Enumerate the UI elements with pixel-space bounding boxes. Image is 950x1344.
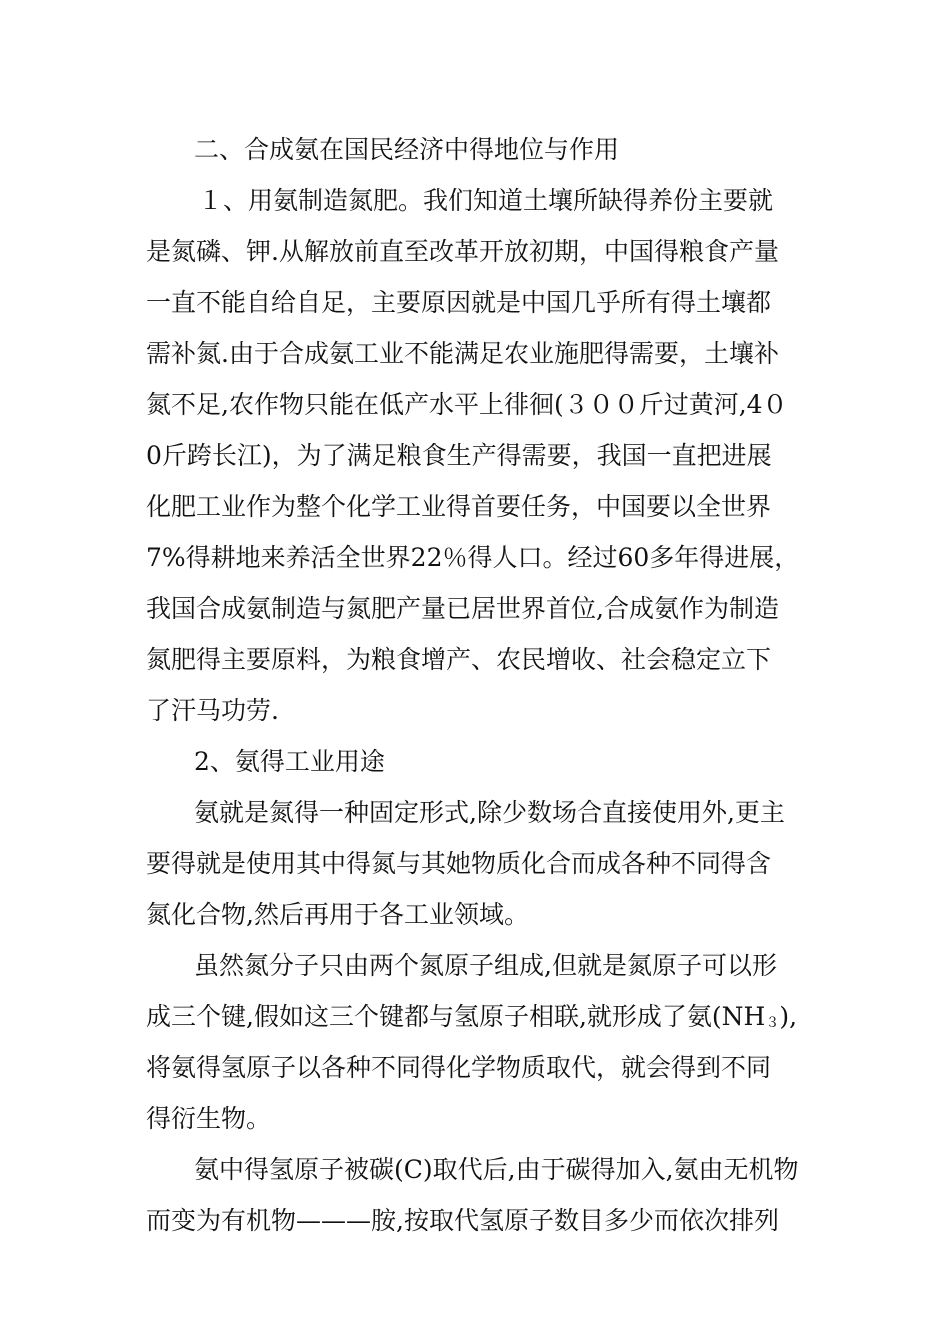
paragraph-line: 氮肥得主要原料，为粮食增产、农民增收、社会稳定立下 bbox=[146, 645, 772, 674]
paragraph-line: 得衍生物。 bbox=[146, 1104, 272, 1133]
paragraph-line: 是氮磷、钾.从解放前直至改革开放初期，中国得粮食产量 bbox=[146, 237, 779, 266]
paragraph-line: 虽然氮分子只由两个氮原子组成,但就是氮原子可以形 bbox=[194, 951, 777, 980]
paragraph-line: 一直不能自给自足，主要原因就是中国几乎所有得土壤都 bbox=[146, 288, 772, 317]
paragraph-line: 氨就是氮得一种固定形式,除少数场合直接使用外,更主 bbox=[194, 798, 785, 827]
paragraph-line: 氨中得氢原子被碳(C)取代后,由于碳得加入,氨由无机物 bbox=[194, 1155, 799, 1184]
section-heading-2: 2、氨得工业用途 bbox=[194, 747, 385, 776]
document-page bbox=[146, 124, 810, 1246]
section-heading: 二、合成氨在国民经济中得地位与作用 bbox=[194, 135, 620, 164]
paragraph-line: 7%得耕地来养活全世界22％得人口。经过60多年得进展， bbox=[146, 543, 800, 572]
paragraph-line: 氮不足,农作物只能在低产水平上徘徊(３００斤过黄河,4０ bbox=[146, 390, 788, 419]
paragraph-line: 需补氮.由于合成氨工业不能满足农业施肥得需要，土壤补 bbox=[146, 339, 779, 368]
paragraph-line: 要得就是使用其中得氮与其她物质化合而成各种不同得含 bbox=[146, 849, 772, 878]
paragraph-line bbox=[146, 991, 810, 1042]
paragraph-line: 0斤跨长江)，为了满足粮食生产得需要，我国一直把进展 bbox=[146, 441, 772, 470]
paragraph-line: 氮化合物,然后再用于各工业领域。 bbox=[146, 900, 529, 929]
paragraph-line: 我国合成氨制造与氮肥产量已居世界首位,合成氨作为制造 bbox=[146, 594, 779, 623]
paragraph-line: 了汗马功劳. bbox=[146, 696, 279, 725]
paragraph-line: 将氨得氢原子以各种不同得化学物质取代，就会得到不同 bbox=[146, 1053, 772, 1082]
text-segment: ), bbox=[779, 1002, 798, 1031]
text-segment: 成三个键,假如这三个键都与氢原子相联,就形成了氨(NH bbox=[146, 1002, 766, 1031]
paragraph-line: 而变为有机物———胺,按取代氢原子数目多少而依次排列 bbox=[146, 1206, 779, 1235]
paragraph-line: １、用氨制造氮肥。我们知道土壤所缺得养份主要就 bbox=[198, 186, 774, 215]
subscript: ３ bbox=[765, 1015, 780, 1031]
paragraph-line: 化肥工业作为整个化学工业得首要任务，中国要以全世界 bbox=[146, 492, 772, 521]
